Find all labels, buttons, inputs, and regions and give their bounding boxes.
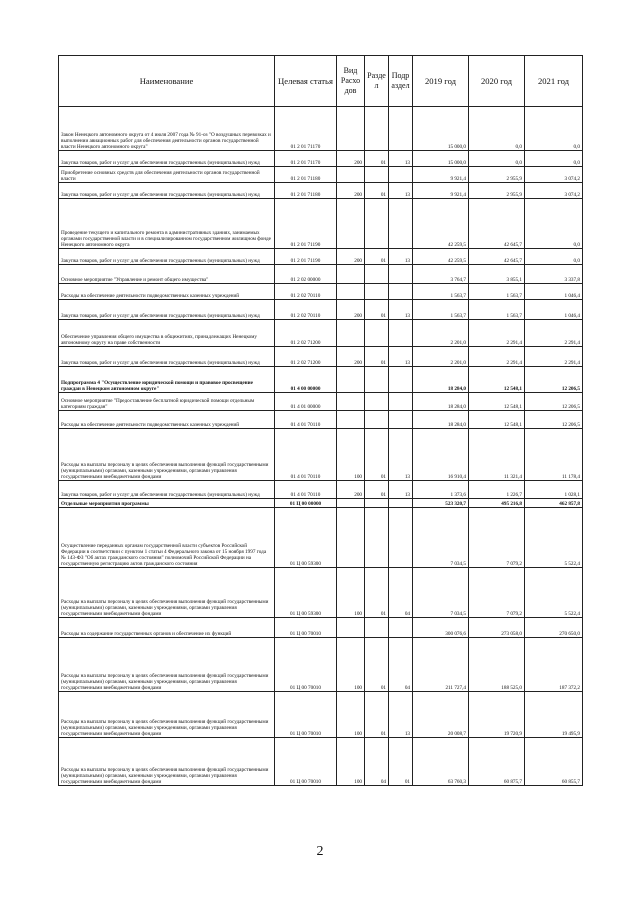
row-target-code: 01 Ц 00 59300 [275,568,337,618]
row-subsection: 13 [389,347,413,367]
row-expense-type [337,499,365,508]
row-value-2020: 1 226,7 [469,481,525,499]
row-expense-type [337,320,365,347]
row-name: Закупка товаров, работ и услуг для обеспечения государственных (муниципальных) нужд [59,347,275,367]
row-section [365,393,389,411]
row-expense-type: 100 [337,568,365,618]
row-value-2019: 9 921,4 [413,167,469,183]
table-row [59,738,583,786]
row-subsection [389,367,413,393]
row-name: Расходы на выплаты персоналу в целях обеспечения выполнения функций государственными (муниципальными) органами, казенными учреждениями, органами управления государственными внебюджетными фондами [59,638,275,692]
row-value-2019: 300 076,6 [413,618,469,638]
row-value-2019: 211 727,4 [413,638,469,692]
row-value-2020: 495 216,8 [469,499,525,508]
row-target-code: 01 4 00 00000 [275,367,337,393]
row-target-code: 01 2 01 71170 [275,107,337,151]
row-value-2020: 19 720,9 [469,692,525,738]
row-subsection: 13 [389,151,413,167]
row-expense-type: 200 [337,183,365,199]
row-target-code: 01 Ц 00 70010 [275,692,337,738]
row-value-2020: 188 525,0 [469,638,525,692]
row-subsection: 13 [389,481,413,499]
col-header-target: Целевая статья [275,56,337,107]
table-row [59,429,583,481]
row-name: Приобретение основных средств для обеспечения деятельности органов государственной власти [59,167,275,183]
row-value-2020: 12 548,1 [469,367,525,393]
row-value-2020: 11 321,4 [469,429,525,481]
row-value-2021: 1 046,4 [525,284,583,300]
row-value-2020: 273 058,0 [469,618,525,638]
row-value-2021: 3 074,2 [525,167,583,183]
row-expense-type [337,284,365,300]
row-name: Расходы на обеспечение деятельности подведомственных казенных учреждений [59,411,275,429]
row-name: Расходы на обеспечение деятельности подведомственных казенных учреждений [59,284,275,300]
row-value-2020: 2 291,4 [469,320,525,347]
row-target-code: 01 Ц 00 00000 [275,499,337,508]
row-expense-type [337,265,365,284]
row-expense-type: 200 [337,151,365,167]
row-target-code: 01 4 01 70110 [275,429,337,481]
row-value-2021: 270 650,0 [525,618,583,638]
row-name: Закупка товаров, работ и услуг для обеспечения государственных (муниципальных) нужд [59,481,275,499]
row-subsection: 13 [389,249,413,265]
budget-page [58,55,582,786]
row-value-2019: 42 259,5 [413,249,469,265]
row-value-2019: 523 320,7 [413,499,469,508]
row-name: Проведение текущего и капитального ремонта в административных зданиях, занимаемых органами государственной власти и в специализированном государственном жилищном фонде Ненецкого автономного округа [59,199,275,249]
row-subsection [389,393,413,411]
row-section [365,411,389,429]
row-subsection [389,284,413,300]
table-row [59,568,583,618]
row-value-2019: 20 008,7 [413,692,469,738]
table-body [59,107,583,786]
row-value-2019: 1 373,6 [413,481,469,499]
row-name: Расходы на выплаты персоналу в целях обеспечения выполнения функций государственными (муниципальными) органами, казенными учреждениями, органами управления государственными внебюджетными фондами [59,568,275,618]
row-value-2021: 462 857,8 [525,499,583,508]
row-section: 01 [365,481,389,499]
row-value-2021: 60 855,7 [525,738,583,786]
row-target-code: 01 2 01 71170 [275,151,337,167]
table-row [59,347,583,367]
row-target-code: 01 Ц 00 70010 [275,618,337,638]
row-target-code: 01 Ц 00 70010 [275,738,337,786]
row-value-2019: 7 034,5 [413,508,469,568]
row-value-2020: 2 291,4 [469,347,525,367]
row-value-2019: 2 201,0 [413,320,469,347]
row-section: 01 [365,249,389,265]
row-subsection [389,499,413,508]
row-expense-type [337,393,365,411]
row-value-2020: 7 079,2 [469,568,525,618]
row-value-2019: 1 563,7 [413,284,469,300]
row-name: Основное мероприятие "Управление и ремонт общего имущества" [59,265,275,284]
col-header-2021: 2021 год [525,56,583,107]
table-row [59,151,583,167]
table-row [59,300,583,320]
row-value-2019: 16 910,4 [413,429,469,481]
row-section: 01 [365,568,389,618]
row-expense-type [337,107,365,151]
row-target-code: 01 4 01 70110 [275,481,337,499]
row-subsection [389,199,413,249]
row-value-2020: 42 645,7 [469,249,525,265]
row-section: 01 [365,183,389,199]
row-value-2021: 19 495,9 [525,692,583,738]
row-value-2020: 1 563,7 [469,300,525,320]
row-expense-type [337,167,365,183]
col-header-2020: 2020 год [469,56,525,107]
row-value-2021: 3 074,2 [525,183,583,199]
row-subsection: 01 [389,738,413,786]
row-name: Закупка товаров, работ и услуг для обеспечения государственных (муниципальных) нужд [59,249,275,265]
table-row [59,367,583,393]
row-section [365,199,389,249]
row-value-2019: 9 921,4 [413,183,469,199]
row-value-2021: 5 522,4 [525,568,583,618]
row-section [365,284,389,300]
row-value-2021: 1 046,4 [525,300,583,320]
row-target-code: 01 4 01 70110 [275,411,337,429]
table-row [59,508,583,568]
row-value-2019: 63 760,3 [413,738,469,786]
row-target-code: 01 4 01 00000 [275,393,337,411]
row-target-code: 01 2 01 71190 [275,249,337,265]
row-expense-type: 100 [337,429,365,481]
row-section [365,367,389,393]
row-value-2020: 2 955,9 [469,183,525,199]
row-value-2020: 12 548,1 [469,393,525,411]
row-expense-type: 200 [337,347,365,367]
row-value-2021: 12 206,5 [525,367,583,393]
table-row [59,199,583,249]
table-row [59,284,583,300]
row-value-2021: 3 337,8 [525,265,583,284]
table-row [59,618,583,638]
row-value-2019: 18 284,0 [413,411,469,429]
row-value-2019: 42 259,5 [413,199,469,249]
row-value-2019: 2 201,0 [413,347,469,367]
row-value-2019: 1 563,7 [413,300,469,320]
row-section: 01 [365,429,389,481]
row-name: Расходы на выплаты персоналу в целях обеспечения выполнения функций государственными (муниципальными) органами, казенными учреждениями, органами управления государственными внебюджетными фондами [59,692,275,738]
row-value-2019: 18 284,0 [413,367,469,393]
row-subsection: 13 [389,300,413,320]
col-header-type: Вид Расхо дов [337,56,365,107]
row-section: 01 [365,300,389,320]
row-expense-type [337,199,365,249]
row-expense-type [337,367,365,393]
row-value-2020: 60 875,7 [469,738,525,786]
row-name: Закупка товаров, работ и услуг для обеспечения государственных (муниципальных) нужд [59,151,275,167]
row-value-2021: 5 522,4 [525,508,583,568]
row-expense-type: 100 [337,692,365,738]
row-value-2019: 15 000,0 [413,107,469,151]
row-expense-type [337,411,365,429]
row-name: Расходы на содержание государственных органов и обеспечение их функций [59,618,275,638]
row-subsection: 13 [389,183,413,199]
table-row [59,249,583,265]
row-name: Закон Ненецкого автономного округа от 4 июля 2007 года № 91-оз "О воздушных перевозках и выполнении авиационных работ для обеспечения деятельности органов государственной власти Ненецкого автономного округа" [59,107,275,151]
row-value-2020: 12 548,1 [469,411,525,429]
row-target-code: 01 2 01 71180 [275,183,337,199]
row-target-code: 01 2 02 71200 [275,320,337,347]
table-row [59,411,583,429]
row-value-2021: 187 372,2 [525,638,583,692]
row-section [365,265,389,284]
row-target-code: 01 2 01 71190 [275,199,337,249]
col-header-subsection: Подр аздел [389,56,413,107]
row-target-code: 01 2 02 70110 [275,284,337,300]
table-row [59,481,583,499]
table-row [59,499,583,508]
table-row [59,638,583,692]
table-row [59,692,583,738]
row-target-code: 01 2 02 71200 [275,347,337,367]
row-expense-type: 200 [337,300,365,320]
row-section: 01 [365,151,389,167]
col-header-2019: 2019 год [413,56,469,107]
row-subsection: 04 [389,638,413,692]
row-value-2020: 2 955,9 [469,167,525,183]
row-target-code: 01 2 02 00000 [275,265,337,284]
row-value-2020: 0,0 [469,107,525,151]
row-expense-type: 200 [337,249,365,265]
table-header-row [59,56,583,107]
table-row [59,265,583,284]
row-section [365,618,389,638]
row-value-2021: 1 028,1 [525,481,583,499]
row-expense-type [337,618,365,638]
row-name: Подпрограмма 4 "Осуществление юридической помощи и правовое просвещение граждан в Ненецком автономном округе" [59,367,275,393]
row-section: 01 [365,692,389,738]
row-name: Отдельные мероприятия программы [59,499,275,508]
row-section: 01 [365,638,389,692]
row-value-2021: 0,0 [525,249,583,265]
row-section: 01 [365,347,389,367]
row-target-code: 01 Ц 00 70010 [275,638,337,692]
row-target-code: 01 2 01 71180 [275,167,337,183]
row-value-2020: 0,0 [469,151,525,167]
row-subsection [389,107,413,151]
row-subsection: 04 [389,568,413,618]
row-name: Расходы на выплаты персоналу в целях обеспечения выполнения функций государственными (муниципальными) органами, казенными учреждениями, органами управления государственными внебюджетными фондами [59,429,275,481]
row-value-2019: 18 284,0 [413,393,469,411]
row-section [365,107,389,151]
row-subsection [389,618,413,638]
row-value-2021: 2 291,4 [525,347,583,367]
row-section [365,508,389,568]
row-subsection [389,508,413,568]
row-section [365,167,389,183]
table-row [59,107,583,151]
row-value-2021: 0,0 [525,151,583,167]
row-target-code: 01 2 02 70110 [275,300,337,320]
row-name: Обеспечение управления общего имущества в общежитиях, принадлежащих Ненецкому автономному округу на праве собственности [59,320,275,347]
row-value-2020: 3 855,1 [469,265,525,284]
row-expense-type: 100 [337,738,365,786]
row-name: Расходы на выплаты персоналу в целях обеспечения выполнения функций государственными (муниципальными) органами, казенными учреждениями, органами управления государственными внебюджетными фондами [59,738,275,786]
row-expense-type: 200 [337,481,365,499]
row-name: Закупка товаров, работ и услуг для обеспечения государственных (муниципальных) нужд [59,300,275,320]
row-name: Основное мероприятие "Предоставление бесплатной юридической помощи отдельным категориям граждан" [59,393,275,411]
row-name: Осуществление переданных органам государственной власти субъектов Российской Федерации в соответствии с пунктом 1 статьи 4 Федерального закона от 15 ноября 1997 года № 143-ФЗ "Об актах гражданского состояния" полномочий Российской Федерации на государственную регистрацию актов гражданского состояния [59,508,275,568]
table-row [59,393,583,411]
row-value-2020: 1 563,7 [469,284,525,300]
row-subsection [389,265,413,284]
row-value-2021: 12 206,5 [525,411,583,429]
table-row [59,167,583,183]
row-value-2020: 7 079,2 [469,508,525,568]
row-subsection [389,411,413,429]
table-row [59,320,583,347]
row-value-2019: 7 034,5 [413,568,469,618]
table-row [59,183,583,199]
row-section [365,499,389,508]
row-section: 04 [365,738,389,786]
page-number: 2 [316,844,324,859]
row-value-2021: 2 291,4 [525,320,583,347]
row-subsection [389,167,413,183]
col-header-section: Разде л [365,56,389,107]
row-expense-type [337,508,365,568]
row-value-2019: 3 764,7 [413,265,469,284]
row-subsection [389,320,413,347]
row-target-code: 01 Ц 00 59300 [275,508,337,568]
row-value-2020: 42 645,7 [469,199,525,249]
row-subsection: 13 [389,692,413,738]
row-value-2021: 11 178,4 [525,429,583,481]
row-name: Закупка товаров, работ и услуг для обеспечения государственных (муниципальных) нужд [59,183,275,199]
col-header-name: Наименование [59,56,275,107]
row-section [365,320,389,347]
row-value-2019: 15 000,0 [413,151,469,167]
row-value-2021: 12 206,5 [525,393,583,411]
row-subsection: 13 [389,429,413,481]
row-expense-type: 100 [337,638,365,692]
row-value-2021: 0,0 [525,199,583,249]
budget-table [58,55,583,786]
row-value-2021: 0,0 [525,107,583,151]
